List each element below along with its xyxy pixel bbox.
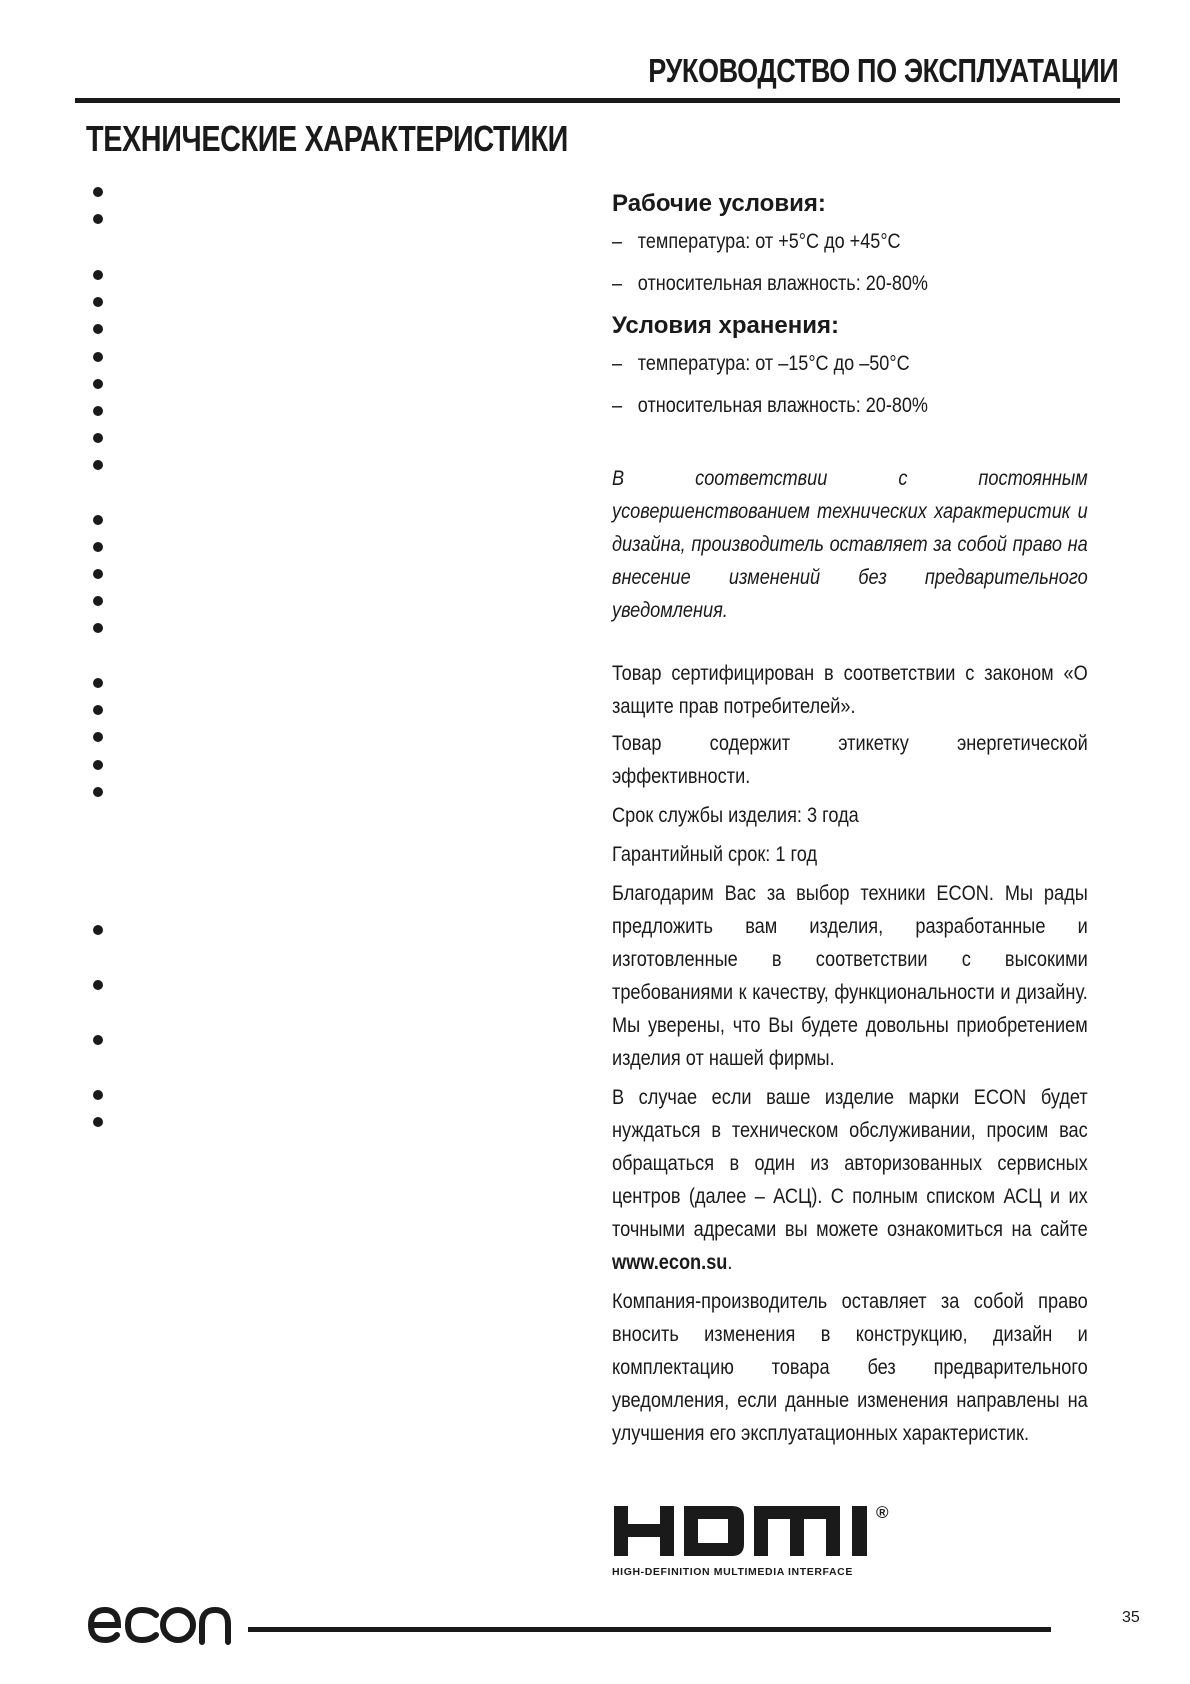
hdmi-logo	[612, 1500, 918, 1564]
list-bullet	[93, 297, 103, 307]
list-bullet	[93, 1090, 103, 1100]
certification-text: Товар сертифицирован в соответствии с законом «О защите прав потребителей».	[612, 662, 1088, 718]
operating-humidity	[612, 270, 1021, 298]
service-text	[612, 1081, 1088, 1279]
list-bullet	[93, 406, 103, 416]
page-header-title: РУКОВОДСТВО ПО ЭКСПЛУАТАЦИИ	[647, 52, 1118, 89]
hdmi-tagline: HIGH-DEFINITION MULTIMEDIA INTERFACE	[612, 1566, 853, 1578]
operating-conditions-heading: Рабочие условия:	[612, 190, 826, 217]
header-divider	[75, 98, 1120, 103]
condition-text: температура: от +5°C до +45°C	[637, 230, 901, 253]
energy-label-text: Товар содержит этикетку энергетической эффективности.	[612, 732, 1088, 788]
storage-temperature	[612, 350, 1021, 378]
list-bullet	[93, 1035, 103, 1045]
warranty-text: Гарантийный срок: 1 год	[612, 843, 818, 866]
section-title: ТЕХНИЧЕСКИЕ ХАРАКТЕРИСТИКИ	[86, 118, 568, 159]
list-dash: –	[612, 352, 623, 375]
condition-text: относительная влажность: 20-80%	[637, 394, 928, 417]
list-bullet	[93, 515, 103, 525]
service-life-text: Срок службы изделия: 3 года	[612, 804, 859, 827]
storage-humidity	[612, 392, 1021, 420]
list-bullet	[93, 270, 103, 280]
condition-text: относительная влажность: 20-80%	[637, 272, 928, 295]
storage-conditions-heading: Условия хранения:	[612, 312, 839, 339]
list-bullet	[93, 732, 103, 742]
list-dash: –	[612, 230, 623, 253]
list-bullet	[93, 596, 103, 606]
page-number: 35	[1122, 1609, 1140, 1626]
thanks-text: Благодарим Вас за выбор техники ECON. Мы рады предложить вам изделия, разработанные и изготовленные в соответствии с высокими требованиями к качеству, функциональности и дизайну. Мы уверены, что Вы будете довольны приобретением изделия от нашей фирмы.	[612, 882, 1088, 1070]
service-text-body: В случае если ваше изделие марки ECON будет нуждаться в техническом обслуживании, просим вас обращаться в один из авторизованных сервисных центров (далее – АСЦ). С полным списком АСЦ и их точными адресами вы можете ознакомиться на сайте	[612, 1086, 1088, 1241]
list-bullet	[93, 925, 103, 935]
list-bullet	[93, 214, 103, 224]
closing-text: Компания-производитель оставляет за собой право вносить изменения в конструкцию, дизайн и комплектацию товара без предварительного уведомления, если данные изменения направлены на улучшения его эксплуатационных характеристик.	[612, 1290, 1088, 1445]
hdmi-logo-block	[612, 1500, 918, 1578]
registered-mark: ®	[876, 1503, 889, 1522]
econ-logo	[86, 1602, 234, 1646]
website-link[interactable]: www.econ.su	[612, 1251, 728, 1274]
list-bullet	[93, 324, 103, 334]
list-bullet	[93, 187, 103, 197]
specs-column	[612, 190, 1088, 1450]
list-bullet	[93, 379, 103, 389]
list-bullet	[93, 1117, 103, 1127]
improvement-note: В соответствии с постоянным усовершенствованием технических характеристик и дизайна, производитель оставляет за собой право на внесение изменений без предварительного уведомления.	[612, 467, 1088, 622]
list-bullet	[93, 980, 103, 990]
footer-divider	[248, 1627, 1051, 1632]
list-bullet	[93, 460, 103, 470]
list-bullet	[93, 569, 103, 579]
list-bullet	[93, 352, 103, 362]
operating-temperature	[612, 228, 1021, 256]
list-bullet	[93, 623, 103, 633]
list-bullet	[93, 542, 103, 552]
list-bullet	[93, 787, 103, 797]
service-text-end: .	[727, 1251, 733, 1274]
list-bullet	[93, 760, 103, 770]
list-bullet	[93, 433, 103, 443]
list-bullet	[93, 678, 103, 688]
list-dash: –	[612, 394, 623, 417]
condition-text: температура: от –15°C до –50°C	[637, 352, 910, 375]
list-dash: –	[612, 272, 623, 295]
list-bullet	[93, 705, 103, 715]
